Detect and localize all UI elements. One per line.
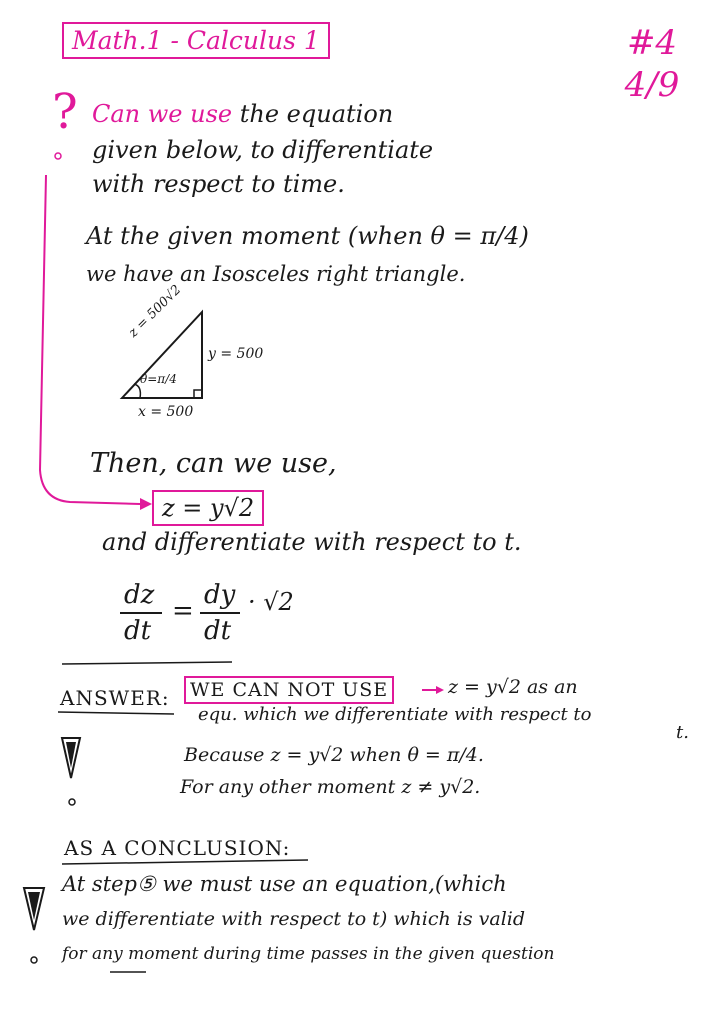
conclusion-line-3: for any moment during time passes in the given question bbox=[62, 944, 555, 964]
deriv-num-1: dz bbox=[124, 580, 155, 610]
deriv-tail: · √2 bbox=[248, 588, 294, 616]
answer-label: ANSWER: bbox=[60, 686, 170, 710]
conclusion-underline bbox=[62, 860, 308, 864]
page-hash: #4 bbox=[626, 23, 678, 63]
answer-boxed-text: WE CAN NOT USE bbox=[184, 676, 394, 704]
question-line-3: with respect to time. bbox=[92, 170, 345, 198]
answer-underline bbox=[58, 712, 174, 714]
question-rest-text: the equation bbox=[239, 100, 394, 128]
answer-arrowhead bbox=[436, 686, 444, 694]
angle-arc bbox=[134, 384, 140, 398]
then-line-1: Then, can we use, bbox=[90, 448, 337, 479]
answer-line-4: For any other moment z ≠ y√2. bbox=[180, 776, 481, 798]
right-angle-mark bbox=[194, 390, 202, 398]
page-title: Math.1 - Calculus 1 bbox=[62, 22, 330, 59]
answer-after-box: z = y√2 as an bbox=[448, 676, 578, 698]
question-pink-text: Can we use bbox=[92, 100, 233, 128]
conclusion-line-2: we differentiate with respect to t) which is valid bbox=[62, 908, 526, 930]
answer-line-2: equ. which we differentiate with respect to bbox=[198, 704, 592, 725]
answer-line-3: Because z = y√2 when θ = π/4. bbox=[184, 744, 484, 766]
deriv-den-2: dt bbox=[204, 616, 232, 646]
deriv-num-2: dy bbox=[204, 580, 236, 610]
deriv-den-1: dt bbox=[124, 616, 152, 646]
answer-line-2-t: t. bbox=[676, 722, 689, 743]
question-line-4: At the given moment (when θ = π/4) bbox=[86, 222, 529, 250]
question-line-1 bbox=[92, 100, 393, 128]
question-line-2: given below, to differentiate bbox=[92, 136, 434, 164]
conclusion-heading: AS A CONCLUSION: bbox=[64, 836, 291, 860]
page-fraction: 4/9 bbox=[624, 65, 680, 105]
triangle-angle-label: θ=π/4 bbox=[140, 372, 177, 386]
triangle-base-label: x = 500 bbox=[138, 404, 194, 420]
question-mark: ? bbox=[52, 84, 78, 140]
section-divider bbox=[62, 662, 232, 664]
warning-dot-2 bbox=[31, 957, 37, 963]
connector-arrowhead bbox=[140, 498, 152, 510]
question-line-5: we have an Isosceles right triangle. bbox=[86, 262, 466, 286]
triangle-side-label: y = 500 bbox=[208, 346, 264, 362]
conclusion-line-1: At step⑤ we must use an equation,(which bbox=[62, 872, 507, 896]
bullet-dot bbox=[55, 153, 61, 159]
warning-dot-1 bbox=[69, 799, 75, 805]
then-line-2: and differentiate with respect to t. bbox=[102, 528, 522, 556]
boxed-equation: z = y√2 bbox=[152, 490, 264, 526]
triangle-hyp-label: z = 500√2 bbox=[126, 282, 185, 341]
deriv-equals: = bbox=[172, 596, 194, 626]
